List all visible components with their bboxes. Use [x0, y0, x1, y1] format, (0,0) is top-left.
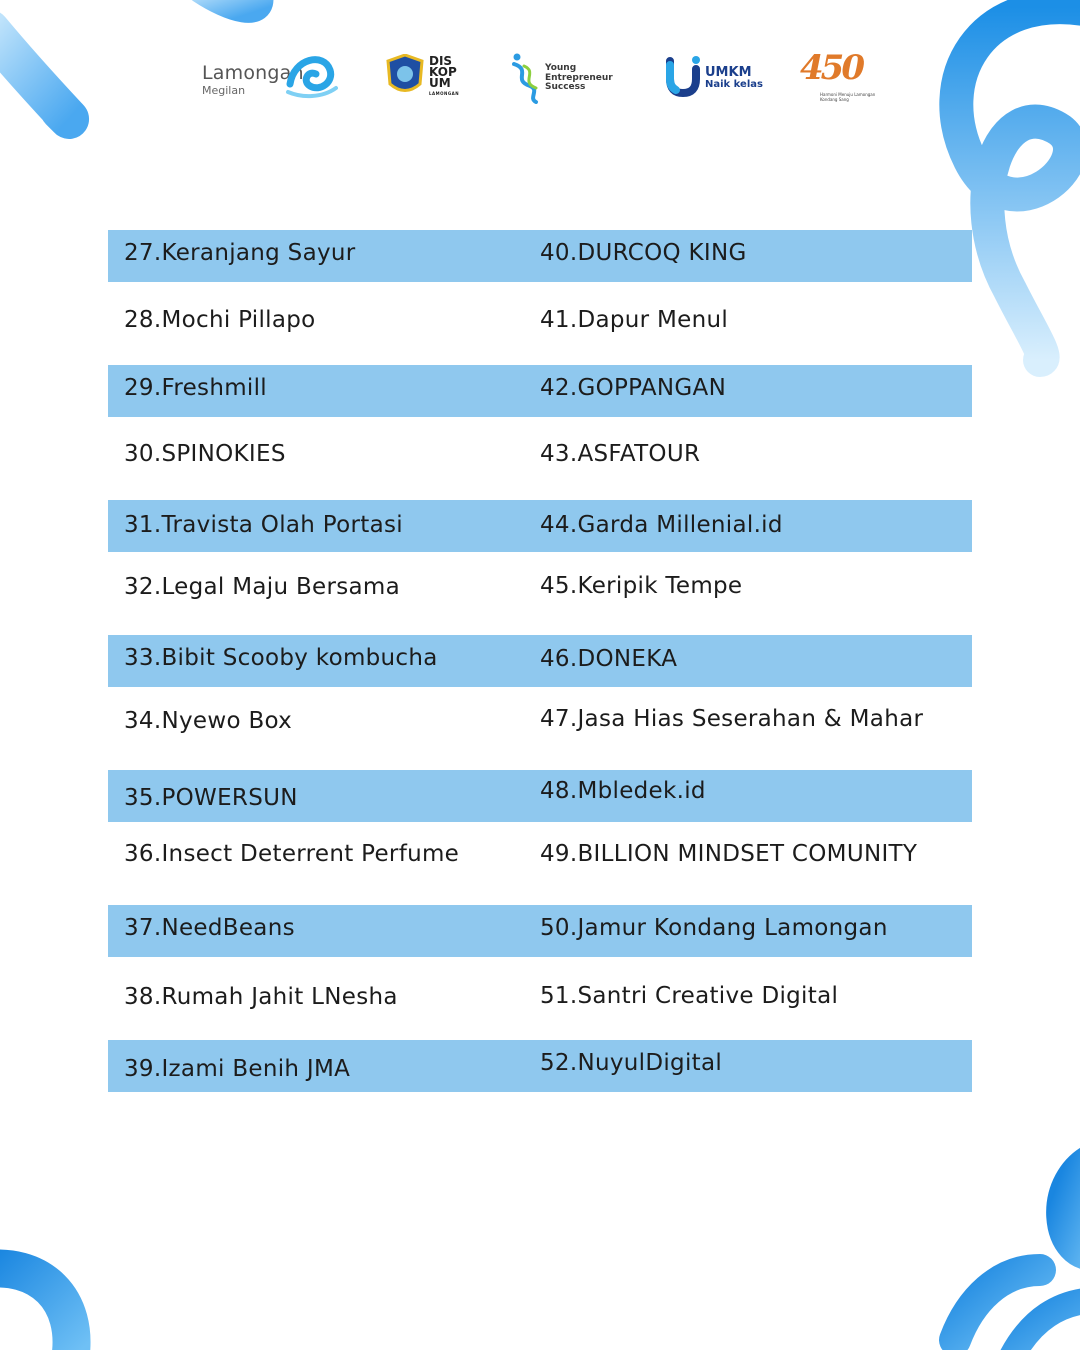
wave-swirl-icon — [284, 48, 338, 100]
participant-list — [108, 230, 972, 1092]
list-row — [108, 1040, 972, 1092]
ribbon-figure-icon — [510, 52, 544, 104]
diskopum-line-2: KOP — [429, 65, 457, 79]
list-item-left: 39.Izami Benih JMA — [124, 1056, 351, 1082]
list-row — [108, 500, 972, 552]
list-item-right: 48.Mbledek.id — [540, 778, 706, 804]
list-item-right: 46.DONEKA — [540, 646, 678, 672]
list-item-right: 50.Jamur Kondang Lamongan — [540, 915, 888, 941]
anniversary-logo — [798, 48, 882, 106]
diskopum-line-1: DIS — [429, 54, 453, 68]
list-item-right: 42.GOPPANGAN — [540, 375, 727, 401]
umkm-subtitle: Naik kelas — [705, 79, 763, 90]
list-item-right: 40.DURCOQ KING — [540, 240, 747, 266]
list-item-right: 47.Jasa Hias Seserahan & Mahar — [540, 706, 924, 732]
list-item-right: 41.Dapur Menul — [540, 307, 729, 333]
list-row — [108, 635, 972, 687]
list-item-left: 28.Mochi Pillapo — [124, 307, 316, 333]
list-row — [108, 905, 972, 957]
lamongan-wordmark: Lamongan — [202, 62, 304, 84]
swirl-bottom-left — [0, 1268, 72, 1350]
u-shape-icon — [664, 55, 702, 97]
yes-line-2: Entrepreneur — [545, 72, 613, 83]
partner-logos — [0, 0, 1080, 130]
list-item-right: 44.Garda Millenial.id — [540, 512, 783, 538]
young-entrepreneur-logo — [510, 52, 620, 104]
yes-wordmark — [545, 64, 613, 93]
lamongan-logo — [200, 48, 340, 104]
list-item-left: 35.POWERSUN — [124, 785, 298, 811]
list-row — [108, 552, 972, 635]
swirl-bottom-right — [1066, 1160, 1080, 1251]
anniversary-tagline: Harmoni Menuju Lamongan Kondang Sang — [820, 92, 876, 102]
list-item-left: 34.Nyewo Box — [124, 708, 293, 734]
regency-emblem-icon — [385, 54, 425, 98]
list-item-left: 37.NeedBeans — [124, 915, 295, 941]
lamongan-tagline: Megilan — [202, 84, 246, 97]
list-item-left: 33.Bibit Scooby kombucha — [124, 645, 438, 671]
list-row — [108, 230, 972, 282]
list-row — [108, 687, 972, 770]
anniversary-number: 450 — [800, 48, 862, 88]
list-row — [108, 365, 972, 417]
list-row — [108, 282, 972, 365]
list-item-right: 51.Santri Creative Digital — [540, 983, 839, 1009]
list-item-left: 38.Rumah Jahit LNesha — [124, 984, 398, 1010]
diskopum-logo — [385, 52, 465, 102]
list-item-left: 30.SPINOKIES — [124, 441, 286, 467]
umkm-naik-kelas-logo — [664, 55, 764, 99]
list-item-right: 49.BILLION MINDSET COMUNITY — [540, 841, 918, 867]
yes-line-3: Success — [545, 82, 586, 92]
list-row — [108, 770, 972, 822]
diskopum-line-3: UM — [429, 76, 451, 90]
list-item-right: 43.ASFATOUR — [540, 441, 701, 467]
diskopum-subtext: LAMONGAN — [429, 91, 460, 96]
list-item-right: 52.NuyulDigital — [540, 1050, 723, 1076]
list-row — [108, 957, 972, 1040]
list-item-right: 45.Keripik Tempe — [540, 573, 743, 599]
list-item-left: 36.Insect Deterrent Perfume — [124, 841, 460, 867]
list-item-left: 31.Travista Olah Portasi — [124, 512, 403, 538]
list-item-left: 32.Legal Maju Bersama — [124, 574, 401, 600]
list-row — [108, 822, 972, 905]
list-item-left: 29.Freshmill — [124, 375, 267, 401]
umkm-title: UMKM — [705, 65, 752, 80]
list-row — [108, 417, 972, 500]
diskopum-wordmark — [429, 56, 457, 89]
yes-line-1: Young — [545, 63, 577, 73]
list-item-left: 27.Keranjang Sayur — [124, 240, 356, 266]
